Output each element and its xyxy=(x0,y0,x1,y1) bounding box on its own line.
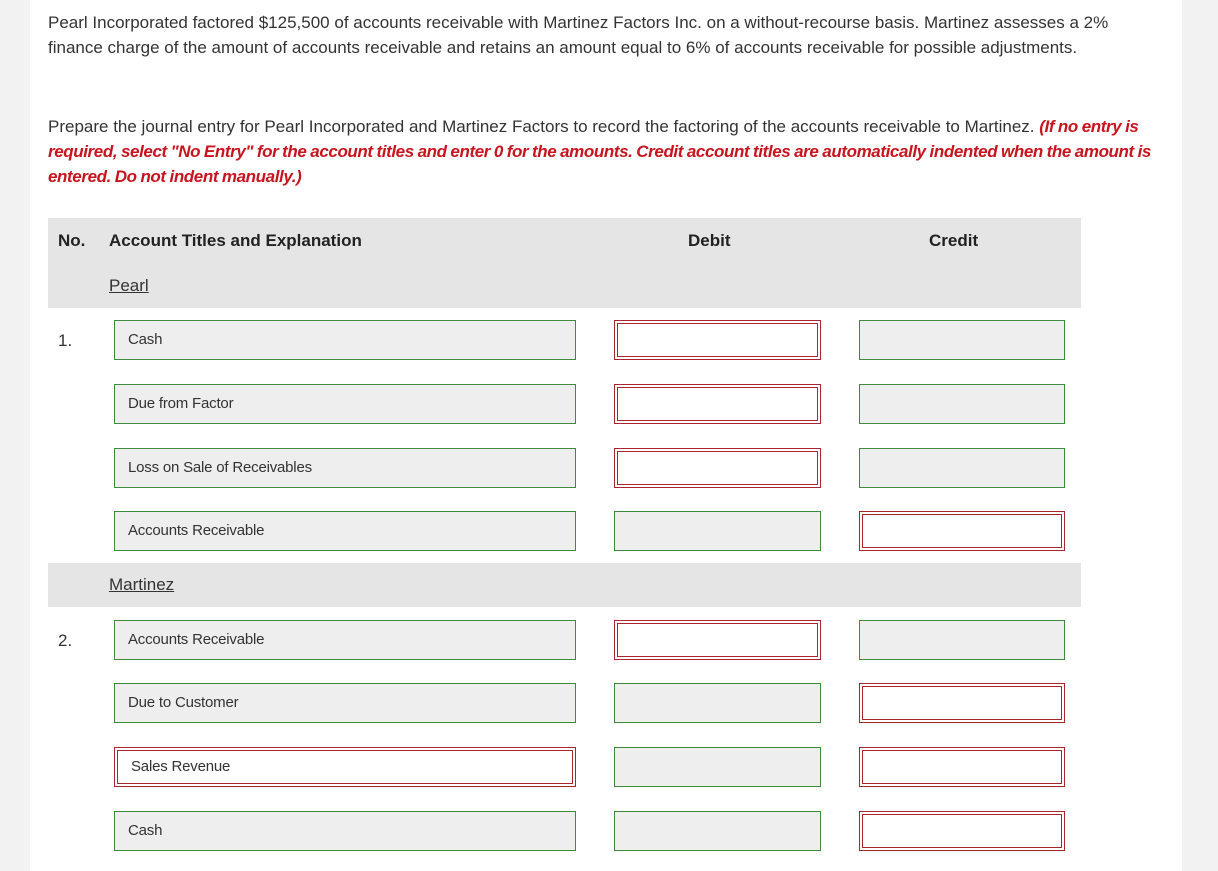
account-title-select[interactable]: Cash xyxy=(114,320,576,360)
credit-input[interactable] xyxy=(859,683,1065,723)
credit-input[interactable] xyxy=(859,811,1065,851)
header-debit: Debit xyxy=(688,231,731,250)
account-title-select[interactable]: Accounts Receivable xyxy=(114,620,576,660)
instructions-text: Prepare the journal entry for Pearl Incorporated and Martinez Factors to record the factoring of the accounts receivable to Martinez. xyxy=(48,117,1035,136)
account-title-select[interactable]: Cash xyxy=(114,811,576,851)
account-title-select[interactable]: Loss on Sale of Receivables xyxy=(114,448,576,488)
credit-input[interactable] xyxy=(859,384,1065,424)
header-no: No. xyxy=(58,231,86,250)
account-title-select[interactable]: Due from Factor xyxy=(114,384,576,424)
section-band-martinez xyxy=(48,563,1081,607)
debit-input[interactable] xyxy=(614,511,821,551)
section-label-pearl: Pearl xyxy=(109,276,149,295)
instructions-note: (If no entry is required, select "No Entry" for the account titles and enter 0 for the amounts. Credit account titles are automatically indented when the amount is entered. Do not indent manually.) xyxy=(48,117,1151,186)
debit-input[interactable] xyxy=(614,811,821,851)
account-title-select[interactable]: Accounts Receivable xyxy=(114,511,576,551)
debit-input[interactable] xyxy=(614,620,821,660)
problem-text: Pearl Incorporated factored $125,500 of accounts receivable with Martinez Factors Inc. on a without-recourse basis. Martinez assesses a 2% finance charge of the amount of accounts receivable and retains an amount equal to 6% of accounts receivable for possible adjustments. xyxy=(48,13,1109,57)
debit-input[interactable] xyxy=(614,747,821,787)
account-title-select[interactable]: Due to Customer xyxy=(114,683,576,723)
debit-input[interactable] xyxy=(614,384,821,424)
instructions xyxy=(48,114,1168,189)
debit-input[interactable] xyxy=(614,448,821,488)
header-credit: Credit xyxy=(929,231,979,250)
credit-input[interactable] xyxy=(859,320,1065,360)
credit-input[interactable] xyxy=(859,448,1065,488)
credit-input[interactable] xyxy=(859,511,1065,551)
credit-input[interactable] xyxy=(859,747,1065,787)
header-account-titles: Account Titles and Explanation xyxy=(109,231,362,250)
entry-number-1: 1. xyxy=(58,331,73,350)
section-label-martinez: Martinez xyxy=(109,575,175,594)
credit-input[interactable] xyxy=(859,620,1065,660)
question-panel xyxy=(30,0,1182,871)
account-title-select[interactable]: Sales Revenue xyxy=(114,747,576,787)
entry-number-2: 2. xyxy=(58,631,73,650)
debit-input[interactable] xyxy=(614,683,821,723)
debit-input[interactable] xyxy=(614,320,821,360)
